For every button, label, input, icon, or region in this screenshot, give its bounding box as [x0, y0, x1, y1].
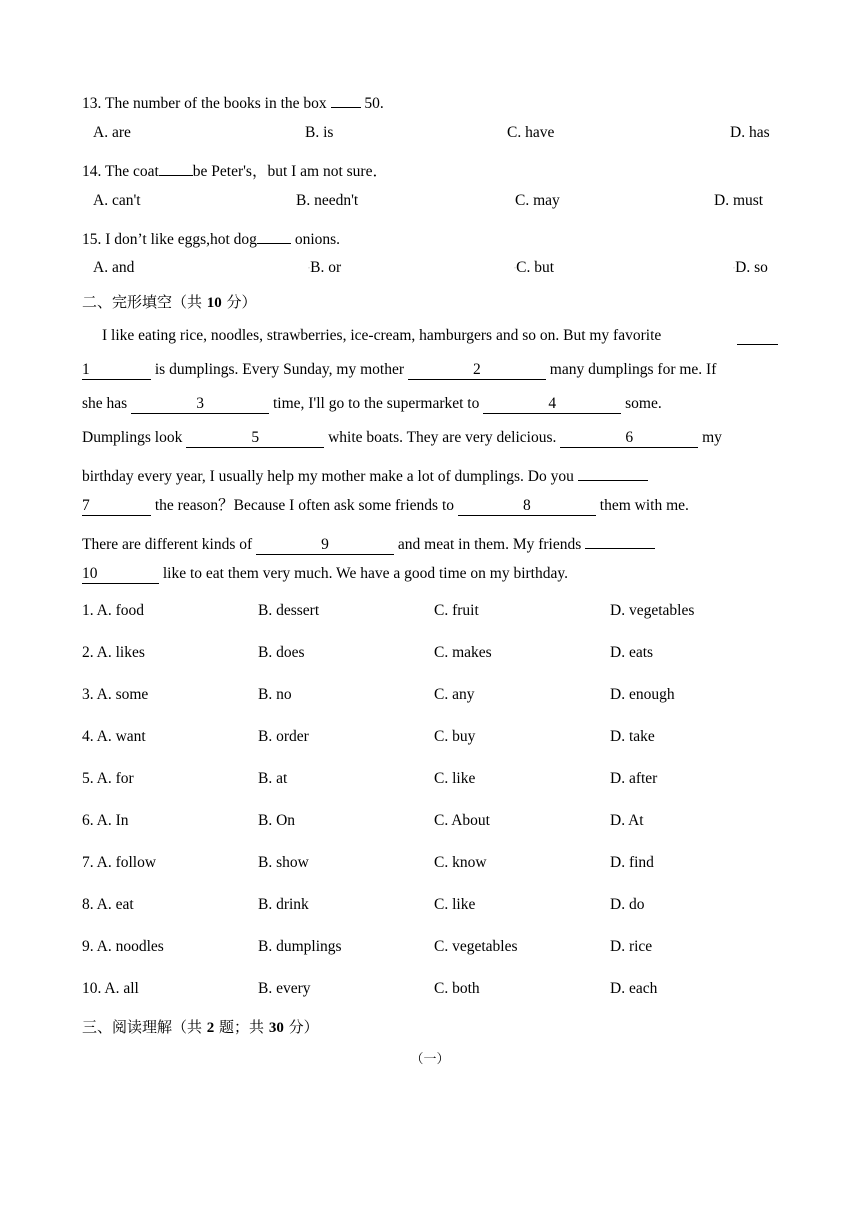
cloze-3-option-b: B. no [258, 686, 292, 703]
dot-icon: ◦ [514, 265, 517, 272]
passage-line-4: Dumplings look 5 white boats. They are very delicious. 6 my [82, 429, 722, 446]
question-13-stem: 13. The number of the books in the box [82, 95, 331, 112]
cloze-2-option-a: 2. A. likes [82, 644, 145, 661]
blank-8: 8 [458, 497, 596, 516]
section-3-heading: 三、阅读理解（共 2 题；共 30 分） [82, 1018, 319, 1036]
cloze-6-option-d: D. At [610, 812, 644, 829]
q13-option-c: C. have [507, 124, 555, 141]
cloze-10-option-b: B. every [258, 980, 311, 997]
question-14 [82, 157, 388, 182]
blank-4: 4 [483, 395, 621, 414]
dot-icon: ◦ [733, 265, 736, 272]
cloze-10-option-c: C. both [434, 980, 480, 997]
section-2-heading: 二、完形填空（共 10 分） [82, 293, 257, 311]
q14-option-a: A. can't [93, 192, 141, 209]
cloze-4-option-a: 4. A. want [82, 728, 146, 745]
question-13-stem-end: 50. [360, 95, 384, 112]
q15-option-b: ◦B. or [308, 259, 342, 276]
passage-line-5: birthday every year, I usually help my mother make a lot of dumplings. Do you [82, 462, 778, 487]
cloze-5-option-a: 5. A. for [82, 770, 134, 787]
dot-icon: ◦ [308, 265, 311, 272]
blank-7: 7 [82, 497, 151, 516]
cloze-9-option-b: B. dumplings [258, 938, 342, 955]
question-15-stem-end: onions. [290, 231, 341, 248]
answer-blank [159, 157, 193, 176]
cloze-9-option-a: 9. A. noodles [82, 938, 164, 955]
cloze-10-option-a: 10. A. all [82, 980, 139, 997]
cloze-2-option-b: B. does [258, 644, 305, 661]
q14-option-d: D. must [714, 192, 764, 209]
question-15 [82, 225, 340, 250]
blank-2: 2 [408, 361, 546, 380]
cloze-1-option-d: D. vegetables [610, 602, 695, 619]
cloze-8-option-b: B. drink [258, 896, 309, 913]
cloze-10-option-d: D. each [610, 980, 658, 997]
cloze-3-option-d: D. enough [610, 686, 675, 703]
answer-blank [331, 89, 361, 108]
q15-option-c: ◦C. but [514, 259, 555, 276]
blank-3: 3 [131, 395, 269, 414]
blank-6: 6 [560, 429, 698, 448]
q13-option-a: A. are [93, 124, 131, 141]
q14-option-c: C. may [515, 192, 560, 209]
passage-line-8: 10 like to eat them very much. We have a good time on my birthday. [82, 565, 568, 582]
answer-blank [257, 225, 291, 244]
cloze-3-option-c: C. any [434, 686, 475, 703]
cloze-8-option-c: C. like [434, 896, 476, 913]
passage-line-1: I like eating rice, noodles, strawberries, ice-cream, hamburgers and so on. But my favorite [102, 327, 662, 344]
cloze-1-option-a: 1. A. food [82, 602, 144, 619]
cloze-8-option-d: D. do [610, 896, 645, 913]
cloze-6-option-b: B. On [258, 812, 296, 829]
question-14-stem-end: be Peter's，but I am not sure． [192, 163, 388, 180]
question-13 [82, 89, 384, 114]
blank-10: 10 [82, 565, 159, 584]
blank-7-start [578, 462, 648, 481]
cloze-4-option-d: D. take [610, 728, 655, 745]
blank-10-start [585, 530, 655, 549]
cloze-3-option-a: 3. A. some [82, 686, 149, 703]
q13-option-b: B. is [305, 124, 334, 141]
cloze-7-option-c: C. know [434, 854, 487, 871]
cloze-6-option-c: C. About [434, 812, 490, 829]
cloze-8-option-a: 8. A. eat [82, 896, 134, 913]
cloze-9-option-d: D. rice [610, 938, 653, 955]
cloze-9-option-c: C. vegetables [434, 938, 518, 955]
cloze-5-option-b: B. at [258, 770, 288, 787]
blank-1-start [737, 326, 778, 351]
passage-line-7: There are different kinds of 9 and meat in them. My friends [82, 530, 778, 555]
passage-line-2: 1 is dumplings. Every Sunday, my mother 2 many dumplings for me. If [82, 361, 717, 378]
q13-option-d: D. has [730, 124, 770, 141]
q14-option-b: B. needn't [296, 192, 359, 209]
subsection-title: （一） [410, 1052, 450, 1067]
blank-9: 9 [256, 536, 394, 555]
question-14-stem: 14. The coat [82, 163, 159, 180]
cloze-1-option-c: C. fruit [434, 602, 479, 619]
cloze-2-option-d: D. eats [610, 644, 654, 661]
cloze-5-option-c: C. like [434, 770, 476, 787]
cloze-5-option-d: D. after [610, 770, 658, 787]
q15-option-d: ◦D. so [733, 259, 768, 276]
cloze-6-option-a: 6. A. In [82, 812, 129, 829]
cloze-7-option-b: B. show [258, 854, 309, 871]
cloze-2-option-c: C. makes [434, 644, 492, 661]
passage-line-3: she has 3 time, I'll go to the supermarket to 4 some. [82, 395, 662, 412]
cloze-7-option-d: D. find [610, 854, 654, 871]
blank-5: 5 [186, 429, 324, 448]
passage-line-6: 7 the reason？Because I often ask some friends to 8 them with me. [82, 497, 689, 514]
question-15-stem: 15. I don’t like eggs,hot dog [82, 231, 257, 248]
cloze-1-option-b: B. dessert [258, 602, 320, 619]
q15-option-a: A. and [93, 259, 135, 276]
cloze-7-option-a: 7. A. follow [82, 854, 157, 871]
cloze-4-option-b: B. order [258, 728, 309, 745]
cloze-4-option-c: C. buy [434, 728, 476, 745]
blank-1: 1 [82, 361, 151, 380]
